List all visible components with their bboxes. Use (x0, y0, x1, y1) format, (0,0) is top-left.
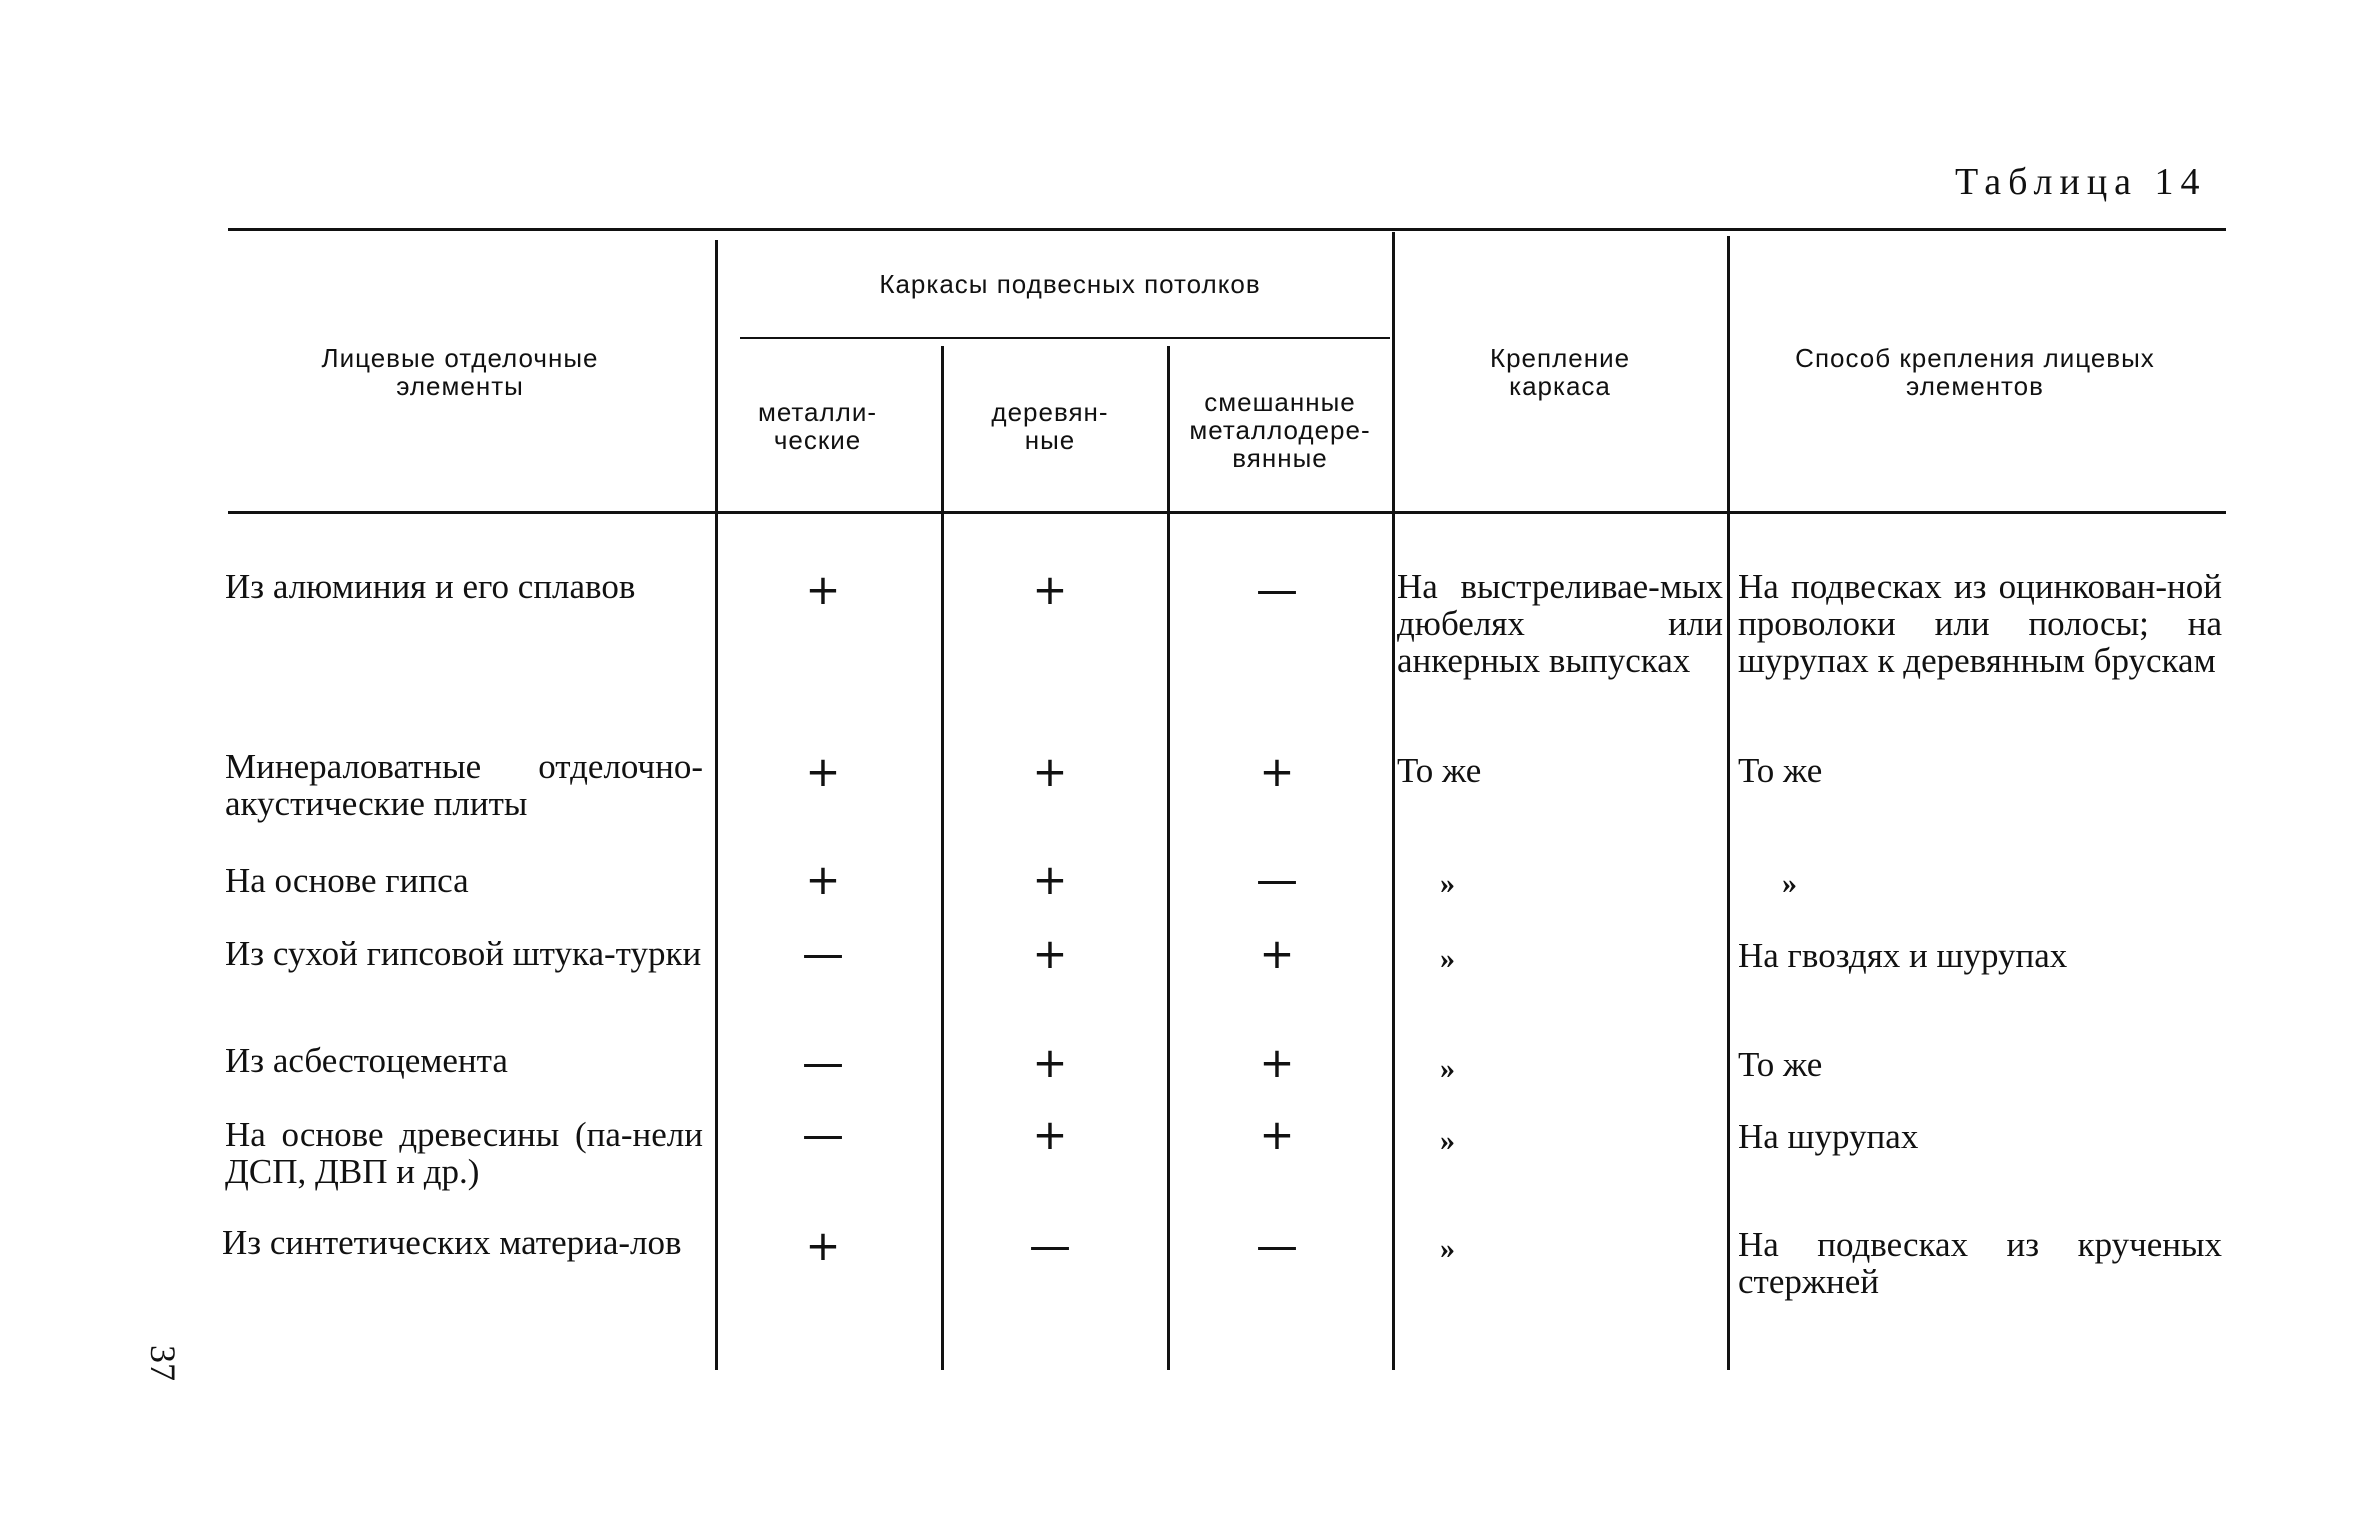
row-fixing-ditto: » (1440, 1052, 1455, 1085)
table-title: Таблица 14 (1955, 161, 2207, 203)
row-mixed-mark: — (1256, 1221, 1298, 1270)
row-fixing: То же (1397, 751, 1482, 790)
row-wood-mark: + (1032, 929, 1068, 978)
col-divider-1 (715, 240, 718, 1370)
row-wood-mark: + (1032, 855, 1068, 904)
table-top-rule (228, 228, 2226, 231)
row-method: На подвесках из крученых стержней (1738, 1225, 2222, 1301)
row-wood-mark: + (1032, 1110, 1068, 1159)
row-mixed-mark: + (1259, 929, 1295, 978)
row-metal-mark: + (805, 565, 841, 614)
row-element-name: Из сухой гипсовой штука-турки (225, 934, 702, 973)
row-method: То же (1738, 751, 1823, 790)
header-mixed: смешанные металлодере-вянные (1189, 387, 1371, 473)
row-metal-mark: — (802, 929, 844, 978)
row-method: На гвоздях и шурупах (1738, 936, 2068, 975)
row-method-ditto: » (1782, 867, 1797, 900)
row-wood-mark: — (1029, 1221, 1071, 1270)
row-metal-mark: + (805, 1221, 841, 1270)
row-element-name: Из асбестоцемента (225, 1041, 508, 1080)
row-mixed-mark: + (1259, 747, 1295, 796)
col-divider-4 (1392, 232, 1395, 1370)
header-frames-group: Каркасы подвесных потолков (879, 269, 1261, 299)
row-element-name: Из алюминия и его сплавов (225, 567, 636, 606)
row-wood-mark: + (1032, 565, 1068, 614)
col-divider-5 (1727, 236, 1730, 1370)
row-mixed-mark: — (1256, 565, 1298, 614)
frames-group-rule (740, 337, 1390, 339)
row-element-name: На основе гипса (225, 861, 469, 900)
row-element-name: Минераловатные отделочно-акустические плиты (225, 747, 703, 823)
row-fixing-ditto: » (1440, 1124, 1455, 1157)
row-element-name: Из синтетических материа-лов (222, 1223, 682, 1262)
row-fixing: На выстреливае-мых дюбелях или анкерных выпусках (1397, 567, 1723, 680)
header-elements: Лицевые отделочные элементы (321, 343, 599, 401)
row-fixing-ditto: » (1440, 1232, 1455, 1265)
row-mixed-mark: + (1259, 1110, 1295, 1159)
row-method: На подвесках из оцинкован-ной проволоки или полосы; на шурупах к деревянным брускам (1738, 567, 2222, 680)
row-metal-mark: + (805, 747, 841, 796)
row-mixed-mark: — (1256, 855, 1298, 904)
row-metal-mark: + (805, 855, 841, 904)
col-divider-3 (1167, 346, 1170, 1370)
row-mixed-mark: + (1259, 1038, 1295, 1087)
page-number: 37 (143, 1345, 183, 1381)
row-element-name: На основе древесины (па-нели ДСП, ДВП и др.) (225, 1115, 703, 1191)
header-method: Способ крепления лицевых элементов (1795, 343, 2155, 401)
header-wood: деревян-ные (991, 397, 1109, 455)
row-metal-mark: — (802, 1110, 844, 1159)
header-fixing: Крепление каркаса (1489, 343, 1631, 401)
row-method: То же (1738, 1045, 1823, 1084)
row-wood-mark: + (1032, 1038, 1068, 1087)
row-fixing-ditto: » (1440, 942, 1455, 975)
row-metal-mark: — (802, 1038, 844, 1087)
col-divider-2 (941, 346, 944, 1370)
row-wood-mark: + (1032, 747, 1068, 796)
header-metal: металли-ческие (757, 397, 878, 455)
row-method: На шурупах (1738, 1117, 1919, 1156)
header-bottom-rule (228, 511, 2226, 514)
row-fixing-ditto: » (1440, 867, 1455, 900)
